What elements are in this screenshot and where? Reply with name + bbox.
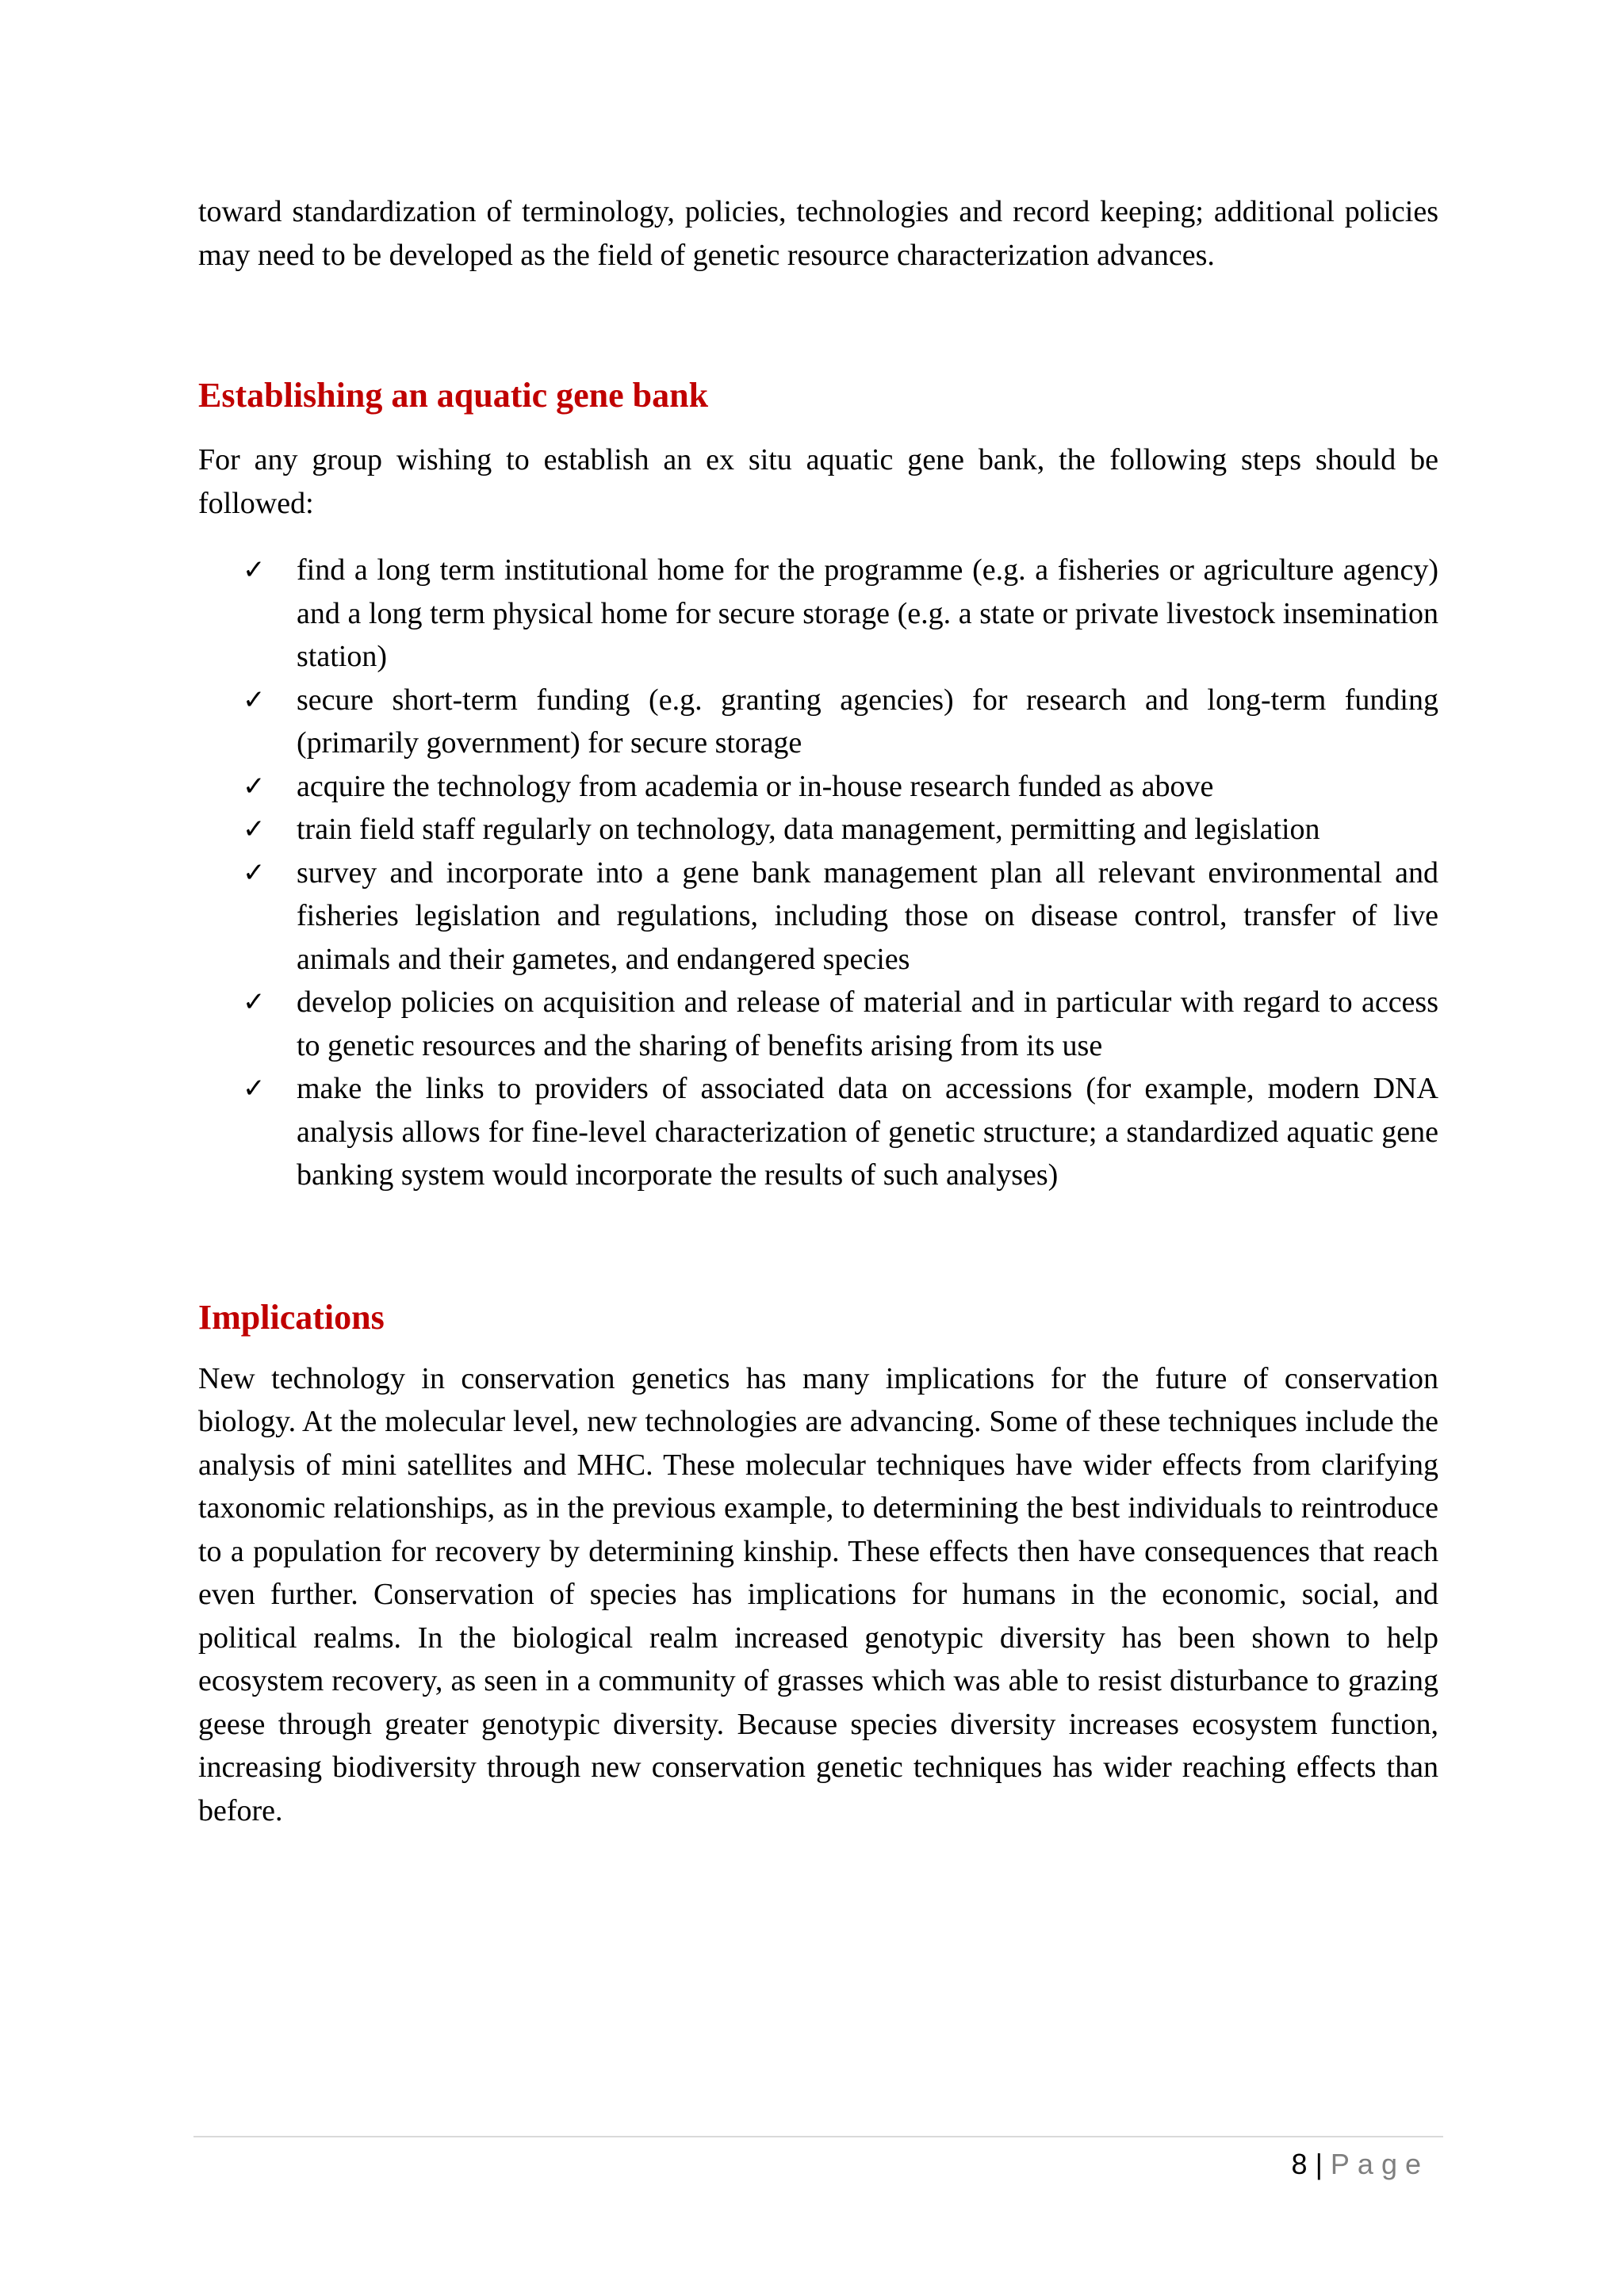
page-footer xyxy=(1292,2141,1429,2188)
implications-paragraph: New technology in conservation genetics has many implications for the future of conservation biology. At the molecular level, new technologies are advancing. Some of these techniques include the analysis of mini satellites and MHC. These molecular techniques have wider effects from clarifying taxonomic relationships, as in the previous example, to determining the best individuals to reintroduce to a population for recovery by determining kinship. These effects then have consequences that reach even further. Conservation of species has implications for humans in the economic, social, and political realms. In the biological realm increased genotypic diversity has been shown to help ecosystem recovery, as seen in a community of grasses which was able to resist disturbance to grazing geese through greater genotypic diversity. Because species diversity increases ecosystem function, increasing biodiversity through new conservation genetic techniques has wider reaching effects than before. xyxy=(198,1361,1438,1827)
check-icon: ✓ xyxy=(243,986,266,1018)
gene-bank-steps-list xyxy=(198,549,1438,1197)
continuation-paragraph: toward standardization of terminology, policies, technologies and record keeping; additional policies may need to be developed as the field of genetic resource characterization advances. xyxy=(198,195,1438,272)
list-item-text: make the links to providers of associated data on accessions (for example, modern DNA analysis allows for fine-level characterization of genetic structure; a standardized aquatic gene banking system would incorporate the results of such analyses) xyxy=(297,1072,1438,1192)
page-content xyxy=(198,190,1438,1832)
list-item xyxy=(243,679,1438,765)
list-item xyxy=(243,808,1438,851)
list-item xyxy=(243,549,1438,679)
check-icon: ✓ xyxy=(243,683,266,716)
check-icon: ✓ xyxy=(243,813,266,845)
implications-heading: Implications xyxy=(198,1297,385,1337)
list-item-text: find a long term institutional home for the programme (e.g. a fisheries or agriculture agency) and a long term physical home for secure storage (e.g. a state or private livestock insemination station) xyxy=(297,553,1438,673)
list-item-text: survey and incorporate into a gene bank management plan all relevant environmental and fisheries legislation and regulations, including those on disease control, transfer of live animals and their gametes, and endangered species xyxy=(297,855,1438,976)
list-item xyxy=(243,765,1438,809)
list-item xyxy=(243,851,1438,982)
gene-bank-heading: Establishing an aquatic gene bank xyxy=(198,376,709,415)
list-item-text: train field staff regularly on technology, data management, permitting and legislation xyxy=(297,813,1320,846)
list-item-text: develop policies on acquisition and release of material and in particular with regard to access to genetic resources and the sharing of benefits arising from its use xyxy=(297,985,1438,1062)
page-separator: | xyxy=(1315,2148,1323,2180)
check-icon: ✓ xyxy=(243,856,266,889)
list-item xyxy=(243,981,1438,1067)
check-icon: ✓ xyxy=(243,770,266,802)
list-item-text: secure short-term funding (e.g. granting agencies) for research and long-term funding (primarily government) for secure storage xyxy=(297,683,1438,760)
check-icon: ✓ xyxy=(243,1073,266,1104)
list-item xyxy=(243,1067,1438,1197)
footer-divider xyxy=(193,2136,1443,2137)
gene-bank-intro-paragraph: For any group wishing to establish an ex situ aquatic gene bank, the following steps should be followed: xyxy=(198,443,1438,520)
page-label: Page xyxy=(1330,2148,1429,2180)
list-item-text: acquire the technology from academia or in-house research funded as above xyxy=(297,769,1214,803)
check-icon: ✓ xyxy=(243,554,266,586)
page-number: 8 xyxy=(1291,2148,1308,2180)
